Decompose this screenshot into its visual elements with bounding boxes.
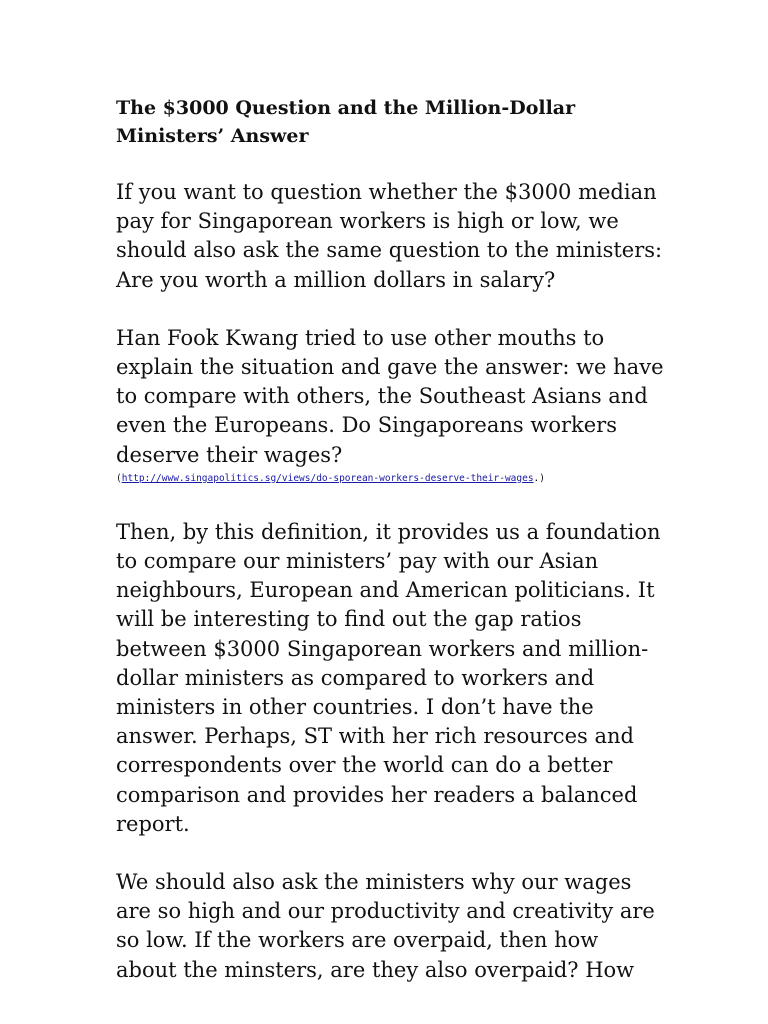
paragraph-spacer bbox=[116, 839, 676, 868]
reference-citation bbox=[116, 472, 676, 486]
paragraph-spacer bbox=[116, 486, 676, 518]
text-line: about the minsters, are they also overpaid? How bbox=[116, 957, 635, 982]
paragraph-spacer bbox=[116, 295, 676, 324]
text-line: Han Fook Kwang tried to use other mouths to bbox=[116, 325, 605, 350]
text-line: so low. If the workers are overpaid, then how bbox=[116, 928, 599, 953]
text-line: comparison and provides her readers a balanced bbox=[116, 782, 638, 807]
text-line: We should also ask the ministers why our wages bbox=[116, 870, 632, 895]
text-line: Are you worth a million dollars in salary? bbox=[116, 267, 556, 292]
title-line: The $3000 Question and the Million-Dollar bbox=[116, 97, 576, 119]
text-line: correspondents over the world can do a better bbox=[116, 753, 613, 778]
paragraph-1 bbox=[116, 178, 676, 295]
paragraph-2 bbox=[116, 324, 676, 470]
text-line: between $3000 Singaporean workers and million- bbox=[116, 636, 649, 661]
text-line: to compare our ministers’ pay with our Asian bbox=[116, 549, 599, 574]
text-line: deserve their wages? bbox=[116, 442, 343, 467]
text-line: even the Europeans. Do Singaporeans workers bbox=[116, 413, 617, 438]
text-line: answer. Perhaps, ST with her rich resources and bbox=[116, 724, 634, 749]
text-line: If you want to question whether the $3000 median bbox=[116, 180, 657, 204]
text-line: are so high and our productivity and creativity are bbox=[116, 899, 655, 924]
text-line: will be interesting to find out the gap ratios bbox=[116, 607, 582, 632]
text-line: Then, by this definition, it provides us a foundation bbox=[116, 519, 661, 544]
document-title bbox=[116, 94, 676, 150]
reference-link[interactable]: http://www.singapolitics.sg/views/do-sporean-workers-deserve-their-wages bbox=[121, 472, 534, 484]
text-line: should also ask the same question to the ministers: bbox=[116, 238, 663, 263]
document-page bbox=[116, 94, 676, 985]
text-line: ministers in other countries. I don’t have the bbox=[116, 695, 594, 720]
paragraph-3 bbox=[116, 518, 676, 839]
title-line: Ministers’ Answer bbox=[116, 125, 309, 147]
paragraph-4 bbox=[116, 868, 676, 985]
text-line: neighbours, European and American politicians. It bbox=[116, 578, 655, 603]
reference-open-paren: ( bbox=[116, 472, 122, 484]
text-line: explain the situation and gave the answer: we have bbox=[116, 355, 664, 380]
text-line: pay for Singaporean workers is high or low, we bbox=[116, 209, 619, 234]
text-line: dollar ministers as compared to workers and bbox=[116, 665, 595, 690]
text-line: report. bbox=[116, 811, 190, 836]
reference-close-paren: .) bbox=[533, 472, 545, 484]
text-line: to compare with others, the Southeast Asians and bbox=[116, 384, 648, 409]
